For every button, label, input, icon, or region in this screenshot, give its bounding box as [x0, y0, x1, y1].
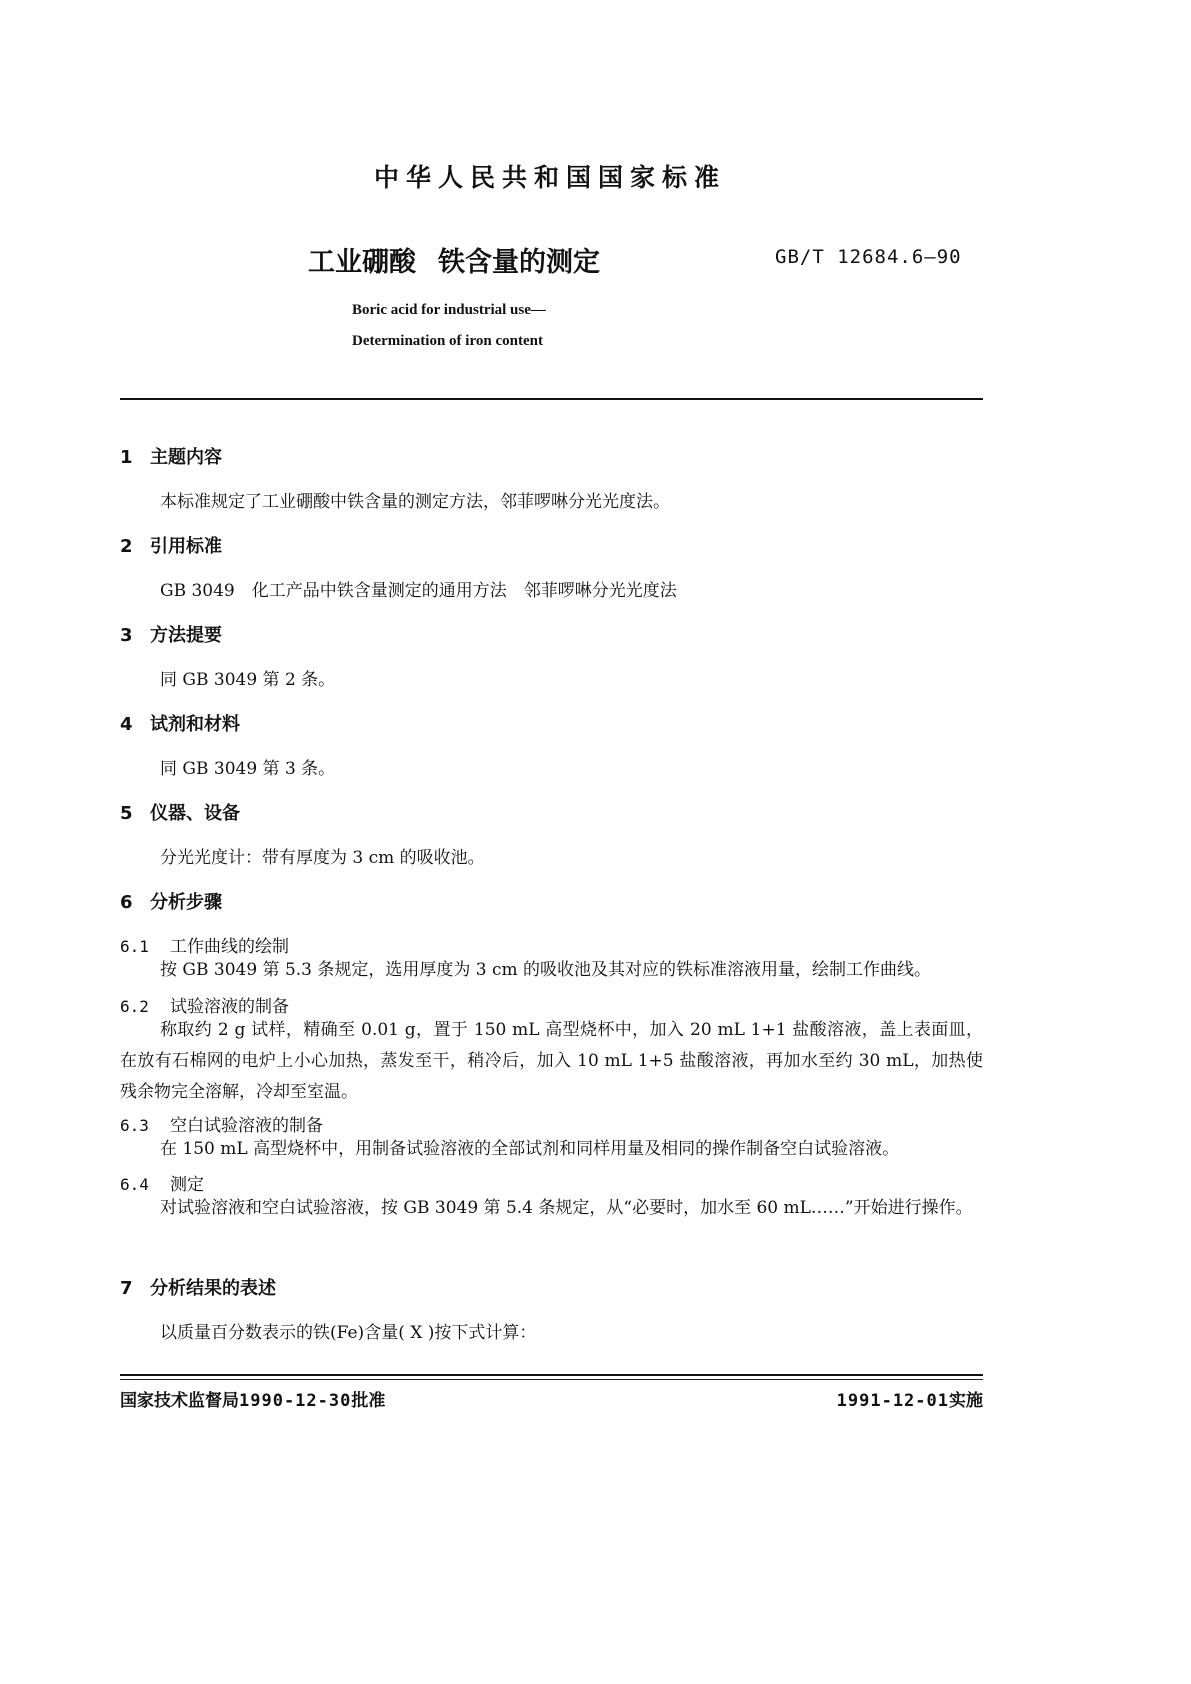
implementation-line: 1991-12-01实施 — [836, 1391, 983, 1411]
section-2-body: GB 3049 化工产品中铁含量测定的通用方法 邻菲啰啉分光光度法 — [160, 581, 677, 601]
section-5-heading: 5 仪器、设备 — [120, 803, 240, 824]
footer-divider-top — [120, 1374, 983, 1376]
national-standard-heading: 中华人民共和国国家标准 — [373, 163, 726, 192]
footer-divider-bottom — [120, 1379, 983, 1380]
section-4-body: 同 GB 3049 第 3 条。 — [160, 759, 336, 779]
standard-code: GB/T 12684.6—90 — [775, 246, 962, 268]
section-7-heading: 7 分析结果的表述 — [120, 1278, 276, 1299]
section-2-heading: 2 引用标准 — [120, 536, 222, 557]
section-4-heading: 4 试剂和材料 — [120, 714, 240, 735]
english-title-line2: Determination of iron content — [352, 333, 543, 349]
subsection-6-4-heading: 6.4 测定 — [120, 1175, 204, 1195]
english-title-line1: Boric acid for industrial use— — [352, 302, 546, 318]
subsection-6-3-body: 在 150 mL 高型烧杯中，用制备试验溶液的全部试剂和同样用量及相同的操作制备空白试验溶液。 — [160, 1139, 900, 1159]
title-part1: 工业硼酸 — [308, 247, 416, 278]
subsection-6-1-heading: 6.1 工作曲线的绘制 — [120, 937, 289, 957]
approval-line: 国家技术监督局1990-12-30批准 — [120, 1391, 386, 1411]
subsection-6-2-heading: 6.2 试验溶液的制备 — [120, 997, 289, 1017]
subsection-6-1-body: 按 GB 3049 第 5.3 条规定，选用厚度为 3 cm 的吸收池及其对应的铁标准溶液用量，绘制工作曲线。 — [160, 960, 932, 980]
subsection-6-4-body: 对试验溶液和空白试验溶液，按 GB 3049 第 5.4 条规定，从“必要时，加水至 60 mL……”开始进行操作。 — [160, 1198, 973, 1218]
title-part2: 铁含量的测定 — [438, 247, 600, 278]
section-3-heading: 3 方法提要 — [120, 625, 222, 646]
section-7-body: 以质量百分数表示的铁(Fe)含量( X )按下式计算： — [160, 1323, 537, 1343]
header-divider — [120, 398, 983, 400]
document-title — [308, 240, 600, 279]
subsection-6-3-heading: 6.3 空白试验溶液的制备 — [120, 1116, 323, 1136]
section-1-body: 本标准规定了工业硼酸中铁含量的测定方法，邻菲啰啉分光光度法。 — [160, 492, 670, 512]
subsection-6-2-body: 称取约 2 g 试样，精确至 0.01 g，置于 150 mL 高型烧杯中，加入 20 mL 1+1 盐酸溶液，盖上表面皿，在放有石棉网的电炉上小心加热，蒸发至干，稍冷后，加入 10 mL 1+5 盐酸溶液，再加水至约 30 mL，加热使残余物完全溶解，冷却至室温。 — [120, 1020, 983, 1102]
section-3-body: 同 GB 3049 第 2 条。 — [160, 670, 336, 690]
section-6-heading: 6 分析步骤 — [120, 892, 222, 913]
section-1-heading: 1 主题内容 — [120, 447, 222, 468]
section-5-body: 分光光度计：带有厚度为 3 cm 的吸收池。 — [160, 848, 485, 868]
